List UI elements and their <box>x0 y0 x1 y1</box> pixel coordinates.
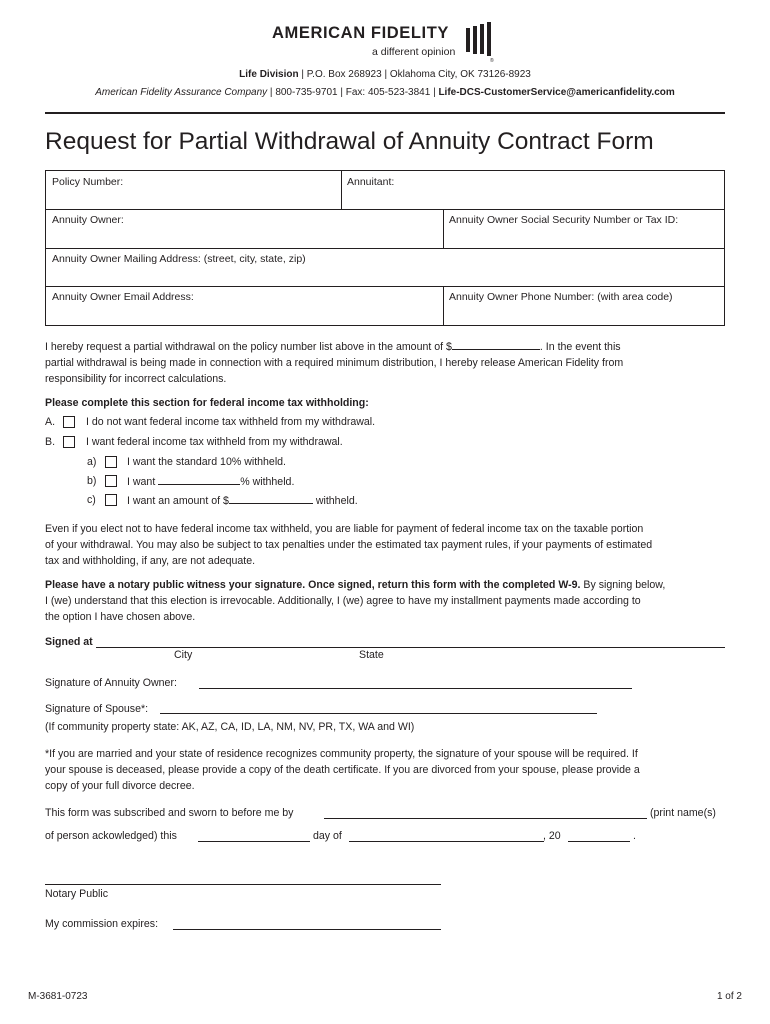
commission-line[interactable] <box>173 929 441 930</box>
notary-notice-bold: Please have a notary public witness your signature. Once signed, return this form with the completed W-9. <box>45 579 581 591</box>
sworn-text-2c: , 20 <box>543 830 561 842</box>
phone-field[interactable]: Annuity Owner Phone Number: (with area code) <box>449 291 673 303</box>
sub-c-checkbox[interactable] <box>105 494 117 506</box>
sub-c-label <box>127 494 358 507</box>
company-logo <box>272 22 502 66</box>
info-grid <box>45 170 725 326</box>
annuity-owner-field[interactable]: Annuity Owner: <box>52 214 124 226</box>
spouse-note-1: *If you are married and your state of residence recognizes community property, the signature of your spouse will be required. If <box>45 748 638 760</box>
spouse-note-paragraph <box>45 746 725 794</box>
sub-b-text-2: % withheld. <box>240 476 295 488</box>
percent-input[interactable] <box>158 475 240 485</box>
notary-notice-text-2: I (we) understand that this election is irrevocable. Additionally, I (we) agree to have my installment payments made according to <box>45 595 641 607</box>
state-caption: State <box>359 649 384 661</box>
notary-public-label: Notary Public <box>45 888 108 900</box>
sub-a-label: I want the standard 10% withheld. <box>127 456 287 468</box>
po-box: P.O. Box 268923 <box>306 69 382 80</box>
division: Life Division <box>239 69 299 80</box>
liability-paragraph <box>45 521 725 569</box>
option-a-label: I do not want federal income tax withheld from my withdrawal. <box>86 416 376 428</box>
sub-a-checkbox[interactable] <box>105 456 117 468</box>
logo-name: AMERICAN FIDELITY <box>272 24 450 42</box>
logo-tagline: a different opinion <box>372 46 456 58</box>
sworn-day-line[interactable] <box>198 841 310 842</box>
sworn-name-line[interactable] <box>324 818 647 819</box>
community-property-note: (If community property state: AK, AZ, CA, ID, LA, NM, NV, PR, TX, WA and WI) <box>45 721 415 733</box>
sub-b-checkbox[interactable] <box>105 475 117 487</box>
owner-ssn-field[interactable]: Annuity Owner Social Security Number or Tax ID: <box>449 214 679 226</box>
spouse-note-3: copy of your full divorce decree. <box>45 780 195 792</box>
address-line-1: Life Division | P.O. Box 268923 | Oklahoma City, OK 73126-8923 <box>239 69 531 80</box>
notary-signature-line[interactable] <box>45 884 441 885</box>
owner-signature-label: Signature of Annuity Owner: <box>45 677 177 689</box>
sub-b-text-1: I want <box>127 476 156 488</box>
option-b-checkbox[interactable] <box>63 436 75 448</box>
sub-b-letter: b) <box>87 475 97 487</box>
sworn-text-1-end: (print name(s) <box>650 807 716 819</box>
owner-signature-line[interactable] <box>199 688 632 689</box>
option-a-checkbox[interactable] <box>63 416 75 428</box>
spouse-signature-line[interactable] <box>160 713 597 714</box>
option-a-letter: A. <box>45 416 56 428</box>
form-title: Request for Partial Withdrawal of Annuity Contract Form <box>45 128 654 155</box>
liability-text-1: Even if you elect not to have federal income tax withheld, you are liable for payment of federal income tax on the taxable portion <box>45 523 644 535</box>
company-name: American Fidelity Assurance Company <box>95 87 268 98</box>
registered-mark: ® <box>490 58 494 64</box>
email-field[interactable]: Annuity Owner Email Address: <box>52 291 194 303</box>
city-caption: City <box>174 649 193 661</box>
annuitant-field[interactable]: Annuitant: <box>347 176 395 188</box>
policy-number-field[interactable]: Policy Number: <box>52 176 124 188</box>
sworn-text-1: This form was subscribed and sworn to before me by <box>45 807 294 819</box>
sub-c-text-2: withheld. <box>315 495 358 507</box>
company-phone: 800-735-9701 <box>275 87 338 98</box>
spouse-signature-label: Signature of Spouse*: <box>45 703 149 715</box>
notary-notice-text-3: the option I have chosen above. <box>45 611 196 623</box>
logo-bars-icon <box>466 22 494 56</box>
sub-c-letter: c) <box>87 494 96 506</box>
page-number: 1 of 2 <box>716 991 742 1002</box>
notary-notice-text-1: By signing below, <box>580 579 666 591</box>
request-text-3: responsibility for incorrect calculations. <box>45 373 227 385</box>
city-state: Oklahoma City, OK 73126-8923 <box>389 69 531 80</box>
company-fax: Fax: 405-523-3841 <box>345 87 431 98</box>
liability-text-2: of your withdrawal. You may also be subject to tax penalties under the estimated tax payment rules, if your payments of estimated <box>45 539 653 551</box>
mailing-address-field[interactable]: Annuity Owner Mailing Address: (street, city, state, zip) <box>52 253 306 265</box>
spouse-note-2: your spouse is deceased, please provide a copy of the death certificate. If you are divorced from your spouse, please provide a <box>45 764 640 776</box>
sub-c-text-1: I want an amount of $ <box>127 495 229 507</box>
address-line-2: American Fidelity Assurance Company | 800-735-9701 | Fax: 405-523-3841 | Life-DCS-CustomerService@americanfidelity.com <box>95 87 675 98</box>
company-email: Life-DCS-CustomerService@americanfidelity.com <box>438 87 675 98</box>
sworn-month-line[interactable] <box>349 841 544 842</box>
option-b-label: I want federal income tax withheld from my withdrawal. <box>86 436 343 448</box>
amount-input[interactable] <box>452 340 540 350</box>
request-text-2: partial withdrawal is being made in connection with a required minimum distribution, I hereby release American Fidelity from <box>45 357 624 369</box>
sworn-text-2a: of person ackowledged) this <box>45 830 177 842</box>
sworn-text-2d: . <box>633 830 636 842</box>
request-text-1: I hereby request a partial withdrawal on the policy number list above in the amount of $ <box>45 341 452 353</box>
sub-a-letter: a) <box>87 456 97 468</box>
dollar-amount-input[interactable] <box>229 494 313 504</box>
withholding-heading: Please complete this section for federal income tax withholding: <box>45 397 369 409</box>
sub-b-label <box>127 475 294 488</box>
commission-label: My commission expires: <box>45 918 159 930</box>
signed-at-label: Signed at <box>45 636 93 648</box>
sworn-year-line[interactable] <box>568 841 630 842</box>
header-rule <box>45 112 725 114</box>
notary-notice <box>45 577 725 625</box>
signed-at-line[interactable] <box>96 647 725 648</box>
request-text-1b: . In the event this <box>539 341 621 353</box>
form-number: M-3681-0723 <box>28 991 88 1002</box>
sworn-text-2b: day of <box>313 830 342 842</box>
liability-text-3: tax and withholding, if any, are not adequate. <box>45 555 256 567</box>
option-b-letter: B. <box>45 436 56 448</box>
request-paragraph <box>45 339 725 387</box>
